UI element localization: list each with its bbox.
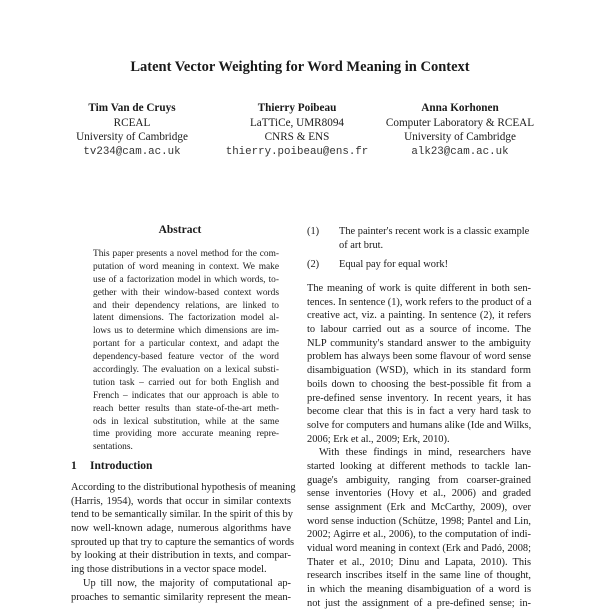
body-line: not just the assignment of a pre-defined sense; in- <box>307 597 531 609</box>
body-line: in which the meaning disambiguation of a word is <box>307 584 531 596</box>
abstract-line: sentations. <box>93 442 133 453</box>
body-line: proaches to semantic similarity represent the mean- <box>71 591 291 603</box>
body-line: become clear that this is in fact a very hard task to <box>307 406 531 418</box>
body-line: NLP community's standard answer to the ambiguity <box>307 337 531 349</box>
example-number: (2) <box>307 259 320 270</box>
body-line: (Harris, 1954), words that occur in similar contexts <box>71 495 291 507</box>
author-block-2 <box>202 101 392 159</box>
example-number: (1) <box>307 226 320 237</box>
body-line: sense inventories (Hovy et al., 2006) and graded <box>307 488 531 500</box>
author-name: Anna Korhonen <box>421 102 499 114</box>
author-name: Tim Van de Cruys <box>88 102 176 114</box>
author-affiliation: LaTTiCe, UMR8094 <box>249 116 345 129</box>
abstract-line: dependency-based feature vector of the word <box>93 352 279 363</box>
abstract-line: accordingly. The evaluation on a lexical substi- <box>93 365 279 376</box>
body-line: The meaning of work is quite different in both sen- <box>307 283 531 294</box>
body-line: sprouted up that try to capture the semantics of words <box>71 536 295 548</box>
body-line: word sense induction (Schütze, 1998; Pantel and Lin, <box>307 515 531 527</box>
body-line: started looking at different methods to tackle lan- <box>307 460 531 472</box>
author-block-3 <box>365 101 555 159</box>
body-line: to labour carried out as a source of income. The <box>307 324 531 336</box>
body-line: tend to be semantically similar. In the spirit of this by <box>71 509 293 521</box>
body-line: vidual word meaning in context (Erk and Padó, 2008; <box>307 543 531 555</box>
abstract-line: lows us to determine which dimensions are im- <box>93 326 279 337</box>
abstract-line: ods in lexical substitution, while at the same <box>93 416 279 427</box>
abstract-line: time providing more accurate meaning repre- <box>93 429 279 440</box>
body-line: solve for computers and humans alike (Ide and Wilks, <box>307 419 532 431</box>
body-line: by looking at their distribution in texts, and compar- <box>71 550 291 562</box>
abstract-line: putation of word meaning in context. We make <box>93 261 279 272</box>
right-column-body <box>307 282 531 611</box>
abstract-line: tution task – carried out for both English and <box>93 377 279 388</box>
example-line: of art brut. <box>339 239 384 251</box>
author-affiliation: University of Cambridge <box>404 131 516 143</box>
body-line: boils down to choosing the best-possible fit from a <box>307 378 531 390</box>
abstract-line: and their dependency relations, are linked to <box>93 300 279 311</box>
body-line: sense assignment (Erk and McCarthy, 2009), over <box>307 502 531 513</box>
abstract-body <box>93 248 279 454</box>
body-line: According to the distributional hypothesis of meaning <box>71 482 296 493</box>
author-affiliation: University of Cambridge <box>76 131 188 143</box>
author-email: alk23@cam.ac.uk <box>411 145 509 158</box>
author-affiliation: CNRS & ENS <box>264 131 330 143</box>
abstract-line: gether with their window-based context words <box>93 287 279 298</box>
author-email: thierry.poibeau@ens.fr <box>225 145 369 158</box>
body-line: Thater et al., 2010; Dinu and Lapata, 2010). This <box>307 556 531 568</box>
body-line: guage's ambiguity, ranging from coarser-grained <box>307 474 531 486</box>
body-line: With these findings in mind, researchers have <box>319 447 531 459</box>
abstract-heading: Abstract <box>158 224 202 236</box>
abstract-line: use of a factorization model in which words, to- <box>93 274 279 285</box>
author-block-1 <box>37 101 227 159</box>
body-line: 2006; Erk et al., 2009; Erk, 2010). <box>307 433 450 445</box>
example-line: The painter's recent work is a classic example <box>339 226 530 237</box>
body-line: pre-defined sense inventory. In recent years, it has <box>307 392 531 404</box>
body-line: 2002; Agirre et al., 2006), to the computation of indi- <box>307 529 531 541</box>
abstract-line: This paper presents a novel method for the com- <box>93 249 279 259</box>
body-line: research inscribes itself in the same line of thought, <box>307 570 531 582</box>
paper-title: Latent Vector Weighting for Word Meaning in Context <box>130 59 470 75</box>
abstract-line: latent dimensions. The factorization model al- <box>93 313 279 324</box>
abstract-line: portant for a particular context, and adapt the <box>93 339 279 350</box>
body-line: Up till now, the majority of computational ap- <box>83 577 291 589</box>
abstract-line: reach better results than state-of-the-art meth- <box>93 403 279 414</box>
abstract-line: French – indicates that our approach is able to <box>93 390 279 401</box>
introduction-body <box>71 481 296 604</box>
body-line: ing those distributions in a vector space model. <box>71 564 267 576</box>
body-line: tences. In sentence (1), work refers to the product of a <box>307 296 532 308</box>
author-affiliation: RCEAL <box>113 116 151 129</box>
body-line: now well-known adage, numerous algorithms have <box>71 523 291 535</box>
body-line: problem has always been some flavour of word sense <box>307 351 531 363</box>
author-affiliation: Computer Laboratory & RCEAL <box>385 116 535 129</box>
section-heading-introduction <box>71 460 152 472</box>
author-email: tv234@cam.ac.uk <box>83 145 181 158</box>
author-name: Thierry Poibeau <box>257 102 337 114</box>
example-line: Equal pay for equal work! <box>339 259 449 270</box>
body-line: disambiguation (WSD), which in its standard form <box>307 365 531 377</box>
section-number: 1 <box>71 460 77 472</box>
body-line: creative act, viz. a painting. In sentence (2), it refers <box>307 310 531 322</box>
section-title: Introduction <box>90 460 153 472</box>
